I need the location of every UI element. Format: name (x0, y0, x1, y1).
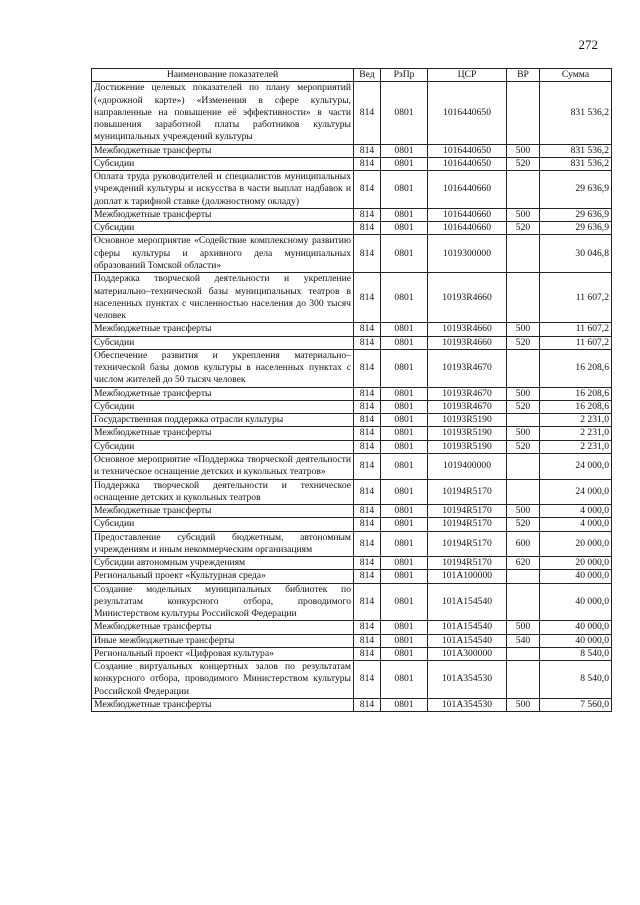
indicator-name-cell: Государственная поддержка отрасли культуры (92, 414, 354, 427)
ved-cell: 814 (354, 453, 381, 479)
csr-cell: 10194R5170 (428, 505, 507, 518)
rzpr-cell: 0801 (381, 570, 428, 583)
csr-cell: 1016440650 (428, 82, 507, 144)
sum-cell: 831 536,2 (540, 157, 612, 170)
rzpr-cell: 0801 (381, 518, 428, 531)
table-row (92, 427, 612, 440)
csr-cell: 1019400000 (428, 453, 507, 479)
rzpr-cell: 0801 (381, 583, 428, 621)
sum-cell: 20 000,0 (540, 557, 612, 570)
sum-cell: 29 636,9 (540, 208, 612, 221)
rzpr-cell: 0801 (381, 505, 428, 518)
rzpr-cell: 0801 (381, 387, 428, 400)
table-row (92, 583, 612, 621)
rzpr-cell: 0801 (381, 699, 428, 712)
header-csr: ЦСР (428, 69, 507, 82)
table-row (92, 505, 612, 518)
indicator-name-cell: Предоставление субсидий бюджетным, автономным учреждениям и иным некоммерческим организациям (92, 531, 354, 557)
sum-cell: 831 536,2 (540, 82, 612, 144)
vr-cell (507, 661, 540, 699)
ved-cell: 814 (354, 235, 381, 273)
sum-cell: 4 000,0 (540, 505, 612, 518)
indicator-name-cell: Иные межбюджетные трансферты (92, 634, 354, 647)
vr-cell: 500 (507, 699, 540, 712)
ved-cell: 814 (354, 621, 381, 634)
indicator-name-cell: Субсидии автономным учреждениям (92, 557, 354, 570)
rzpr-cell: 0801 (381, 235, 428, 273)
ved-cell: 814 (354, 323, 381, 336)
indicator-name-cell: Межбюджетные трансферты (92, 621, 354, 634)
header-name: Наименование показателей (92, 69, 354, 82)
indicator-name-cell: Межбюджетные трансферты (92, 208, 354, 221)
table-row (92, 157, 612, 170)
ved-cell: 814 (354, 583, 381, 621)
table-row (92, 518, 612, 531)
table-row (92, 323, 612, 336)
rzpr-cell: 0801 (381, 157, 428, 170)
vr-cell: 520 (507, 157, 540, 170)
vr-cell: 500 (507, 505, 540, 518)
rzpr-cell: 0801 (381, 208, 428, 221)
csr-cell: 101A154540 (428, 634, 507, 647)
rzpr-cell: 0801 (381, 440, 428, 453)
header-sum: Сумма (540, 69, 612, 82)
ved-cell: 814 (354, 557, 381, 570)
budget-table (91, 68, 612, 712)
indicator-name-cell: Межбюджетные трансферты (92, 427, 354, 440)
sum-cell: 8 540,0 (540, 647, 612, 660)
rzpr-cell: 0801 (381, 479, 428, 505)
page-number: 272 (578, 37, 598, 52)
rzpr-cell: 0801 (381, 400, 428, 413)
sum-cell: 2 231,0 (540, 440, 612, 453)
sum-cell: 40 000,0 (540, 570, 612, 583)
vr-cell (507, 349, 540, 387)
ved-cell: 814 (354, 661, 381, 699)
sum-cell: 7 560,0 (540, 699, 612, 712)
table-row (92, 531, 612, 557)
indicator-name-cell: Оплата труда руководителей и специалистов муниципальных учреждений культуры и искусства в части выплат надбавок и доплат к тарифной ставке (должностному окладу) (92, 171, 354, 209)
sum-cell: 11 607,2 (540, 336, 612, 349)
table-row (92, 661, 612, 699)
table-row (92, 621, 612, 634)
sum-cell: 29 636,9 (540, 171, 612, 209)
table-row (92, 647, 612, 660)
ved-cell: 814 (354, 171, 381, 209)
csr-cell: 10194R5170 (428, 557, 507, 570)
indicator-name-cell: Субсидии (92, 336, 354, 349)
vr-cell: 540 (507, 634, 540, 647)
indicator-name-cell: Межбюджетные трансферты (92, 505, 354, 518)
sum-cell: 11 607,2 (540, 273, 612, 323)
vr-cell: 500 (507, 208, 540, 221)
csr-cell: 101A154540 (428, 583, 507, 621)
indicator-name-cell: Субсидии (92, 222, 354, 235)
csr-cell: 101A154540 (428, 621, 507, 634)
vr-cell (507, 82, 540, 144)
ved-cell: 814 (354, 505, 381, 518)
vr-cell (507, 171, 540, 209)
rzpr-cell: 0801 (381, 531, 428, 557)
table-row (92, 336, 612, 349)
table-row (92, 349, 612, 387)
table-row (92, 387, 612, 400)
csr-cell: 101A354530 (428, 699, 507, 712)
csr-cell: 1019300000 (428, 235, 507, 273)
csr-cell: 10193R4670 (428, 400, 507, 413)
ved-cell: 814 (354, 570, 381, 583)
rzpr-cell: 0801 (381, 661, 428, 699)
ved-cell: 814 (354, 699, 381, 712)
vr-cell: 500 (507, 144, 540, 157)
ved-cell: 814 (354, 349, 381, 387)
table-row (92, 699, 612, 712)
ved-cell: 814 (354, 336, 381, 349)
indicator-name-cell: Региональный проект «Цифровая культура» (92, 647, 354, 660)
sum-cell: 16 208,6 (540, 400, 612, 413)
indicator-name-cell: Поддержка творческой деятельности и техническое оснащение детских и кукольных театров (92, 479, 354, 505)
indicator-name-cell: Основное мероприятие «Поддержка творческой деятельности и техническое оснащение детских и кукольных театров» (92, 453, 354, 479)
sum-cell: 8 540,0 (540, 661, 612, 699)
csr-cell: 10194R5170 (428, 531, 507, 557)
header-rzpr: РзПр (381, 69, 428, 82)
csr-cell: 101A354530 (428, 661, 507, 699)
rzpr-cell: 0801 (381, 634, 428, 647)
sum-cell: 11 607,2 (540, 323, 612, 336)
vr-cell: 520 (507, 400, 540, 413)
ved-cell: 814 (354, 479, 381, 505)
csr-cell: 1016440660 (428, 222, 507, 235)
indicator-name-cell: Межбюджетные трансферты (92, 387, 354, 400)
vr-cell (507, 570, 540, 583)
csr-cell: 10193R5190 (428, 440, 507, 453)
ved-cell: 814 (354, 222, 381, 235)
vr-cell: 500 (507, 387, 540, 400)
csr-cell: 1016440650 (428, 144, 507, 157)
ved-cell: 814 (354, 144, 381, 157)
rzpr-cell: 0801 (381, 427, 428, 440)
header-vr: ВР (507, 69, 540, 82)
table-row (92, 222, 612, 235)
vr-cell (507, 235, 540, 273)
vr-cell (507, 453, 540, 479)
csr-cell: 10193R5190 (428, 427, 507, 440)
sum-cell: 16 208,6 (540, 349, 612, 387)
indicator-name-cell: Субсидии (92, 400, 354, 413)
sum-cell: 831 536,2 (540, 144, 612, 157)
header-ved: Вед (354, 69, 381, 82)
indicator-name-cell: Основное мероприятие «Содействие комплексному развитию сферы культуры и архивного дела муниципальных образований Томской области» (92, 235, 354, 273)
ved-cell: 814 (354, 387, 381, 400)
indicator-name-cell: Межбюджетные трансферты (92, 323, 354, 336)
table-row (92, 453, 612, 479)
ved-cell: 814 (354, 647, 381, 660)
rzpr-cell: 0801 (381, 323, 428, 336)
rzpr-cell: 0801 (381, 647, 428, 660)
vr-cell: 520 (507, 336, 540, 349)
ved-cell: 814 (354, 414, 381, 427)
vr-cell: 520 (507, 222, 540, 235)
csr-cell: 10194R5170 (428, 518, 507, 531)
vr-cell: 520 (507, 518, 540, 531)
vr-cell (507, 583, 540, 621)
sum-cell: 24 000,0 (540, 453, 612, 479)
table-row (92, 440, 612, 453)
table-row (92, 144, 612, 157)
rzpr-cell: 0801 (381, 453, 428, 479)
indicator-name-cell: Региональный проект «Культурная среда» (92, 570, 354, 583)
table-row (92, 479, 612, 505)
vr-cell: 600 (507, 531, 540, 557)
vr-cell (507, 647, 540, 660)
ved-cell: 814 (354, 208, 381, 221)
table-row (92, 557, 612, 570)
ved-cell: 814 (354, 273, 381, 323)
csr-cell: 10193R4670 (428, 349, 507, 387)
sum-cell: 20 000,0 (540, 531, 612, 557)
rzpr-cell: 0801 (381, 144, 428, 157)
table-row (92, 570, 612, 583)
table-row (92, 82, 612, 144)
csr-cell: 1016440660 (428, 208, 507, 221)
ved-cell: 814 (354, 634, 381, 647)
table-row (92, 414, 612, 427)
indicator-name-cell: Обеспечение развития и укрепления материально–технической базы домов культуры в населенных пунктах с числом жителей до 50 тысяч человек (92, 349, 354, 387)
ved-cell: 814 (354, 427, 381, 440)
indicator-name-cell: Межбюджетные трансферты (92, 144, 354, 157)
indicator-name-cell: Достижение целевых показателей по плану мероприятий («дорожной карте») «Изменения в сфере культуры, направленные на повышение её эффективности» в части повышения заработной платы работников культуры муниципальных учреждений культуры (92, 82, 354, 144)
rzpr-cell: 0801 (381, 557, 428, 570)
sum-cell: 4 000,0 (540, 518, 612, 531)
ved-cell: 814 (354, 400, 381, 413)
csr-cell: 1016440650 (428, 157, 507, 170)
rzpr-cell: 0801 (381, 621, 428, 634)
indicator-name-cell: Создание модельных муниципальных библиотек по результатам конкурсного отбора, проводимого Министерством культуры Российской Федерации (92, 583, 354, 621)
sum-cell: 30 046,8 (540, 235, 612, 273)
csr-cell: 10193R4670 (428, 387, 507, 400)
ved-cell: 814 (354, 518, 381, 531)
csr-cell: 101A100000 (428, 570, 507, 583)
csr-cell: 101A300000 (428, 647, 507, 660)
sum-cell: 16 208,6 (540, 387, 612, 400)
sum-cell: 40 000,0 (540, 583, 612, 621)
vr-cell: 500 (507, 323, 540, 336)
table-row (92, 208, 612, 221)
vr-cell: 500 (507, 427, 540, 440)
sum-cell: 2 231,0 (540, 414, 612, 427)
table-row (92, 235, 612, 273)
sum-cell: 29 636,9 (540, 222, 612, 235)
vr-cell (507, 479, 540, 505)
csr-cell: 10193R5190 (428, 414, 507, 427)
ved-cell: 814 (354, 82, 381, 144)
indicator-name-cell: Субсидии (92, 157, 354, 170)
indicator-name-cell: Создание виртуальных концертных залов по результатам конкурсного отбора, проводимого Министерством культуры Российской Федерации (92, 661, 354, 699)
indicator-name-cell: Межбюджетные трансферты (92, 699, 354, 712)
sum-cell: 40 000,0 (540, 621, 612, 634)
csr-cell: 10193R4660 (428, 273, 507, 323)
table-header-row (92, 69, 612, 82)
sum-cell: 40 000,0 (540, 634, 612, 647)
vr-cell: 620 (507, 557, 540, 570)
ved-cell: 814 (354, 440, 381, 453)
ved-cell: 814 (354, 157, 381, 170)
rzpr-cell: 0801 (381, 414, 428, 427)
sum-cell: 24 000,0 (540, 479, 612, 505)
csr-cell: 1016440660 (428, 171, 507, 209)
ved-cell: 814 (354, 531, 381, 557)
rzpr-cell: 0801 (381, 171, 428, 209)
vr-cell: 520 (507, 440, 540, 453)
rzpr-cell: 0801 (381, 336, 428, 349)
rzpr-cell: 0801 (381, 273, 428, 323)
table-row (92, 273, 612, 323)
sum-cell: 2 231,0 (540, 427, 612, 440)
vr-cell (507, 414, 540, 427)
vr-cell: 500 (507, 621, 540, 634)
csr-cell: 10193R4660 (428, 323, 507, 336)
vr-cell (507, 273, 540, 323)
rzpr-cell: 0801 (381, 349, 428, 387)
csr-cell: 10194R5170 (428, 479, 507, 505)
indicator-name-cell: Поддержка творческой деятельности и укрепление материально–технической базы муниципальных театров в населенных пунктах с численностью населения до 300 тысяч человек (92, 273, 354, 323)
indicator-name-cell: Субсидии (92, 440, 354, 453)
rzpr-cell: 0801 (381, 222, 428, 235)
indicator-name-cell: Субсидии (92, 518, 354, 531)
table-row (92, 171, 612, 209)
table-row (92, 634, 612, 647)
csr-cell: 10193R4660 (428, 336, 507, 349)
rzpr-cell: 0801 (381, 82, 428, 144)
table-row (92, 400, 612, 413)
